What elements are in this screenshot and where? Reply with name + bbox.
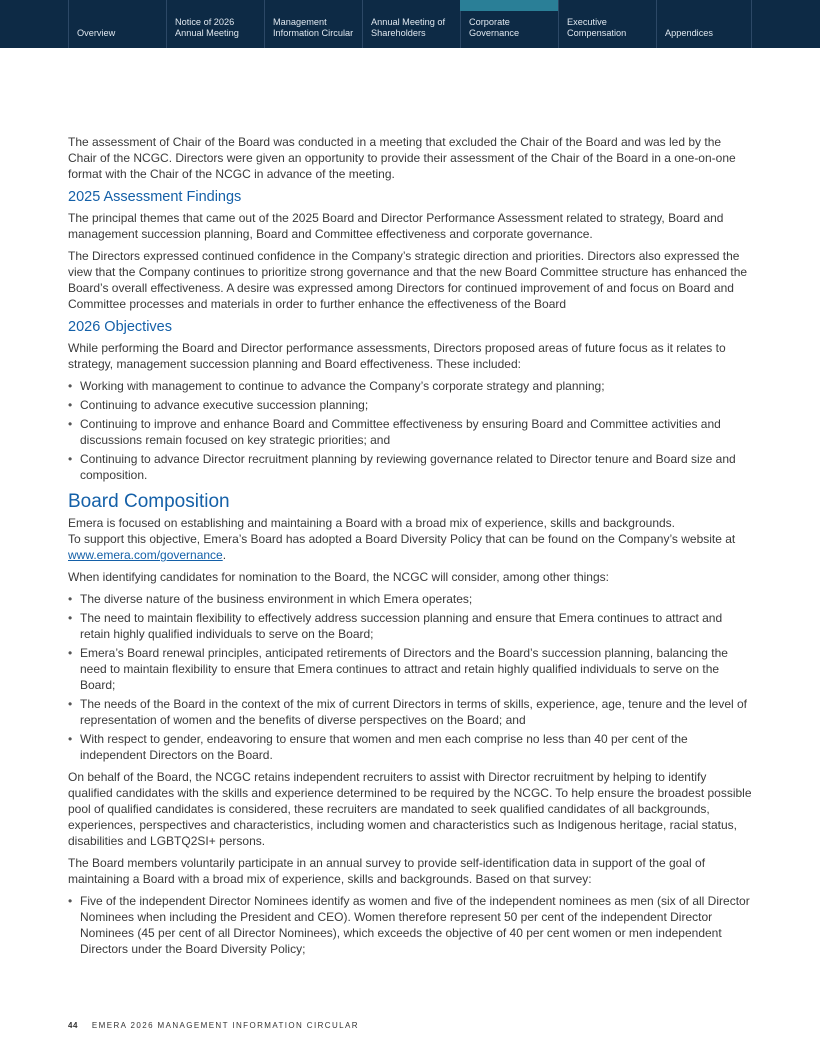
tab-executive-compensation[interactable]: Executive Compensation bbox=[558, 0, 656, 48]
governance-link[interactable]: www.emera.com/governance bbox=[68, 548, 223, 562]
list-item: • Continuing to improve and enhance Board and Committee effectiveness by ensuring Board and Committee activities and discussions remain focused on key strategic priorities; and bbox=[68, 416, 752, 448]
tab-annual-meeting-of-shareholders[interactable]: Annual Meeting of Shareholders bbox=[362, 0, 460, 48]
tab-notice-of-annual-meeting[interactable]: Notice of 2026 Annual Meeting bbox=[166, 0, 264, 48]
composition-text-b: To support this objective, Emera’s Board has adopted a Board Diversity Policy that can be found on the Company’s website at bbox=[68, 532, 736, 546]
list-item: • The need to maintain flexibility to effectively address succession planning and ensure that Emera continues to attract and retain highly qualified individuals to serve on the Board; bbox=[68, 610, 752, 642]
tab-overview[interactable]: Overview bbox=[68, 0, 166, 48]
composition-text-end: . bbox=[222, 548, 227, 562]
survey-list bbox=[68, 893, 752, 957]
composition-paragraph-3: On behalf of the Board, the NCGC retains independent recruiters to assist with Director recruitment by helping to identify qualified candidates with the skills and experience determined to be required by the NCGC. To help ensure the broadest possible pool of qualified candidates is considered, these recruiters are mandated to seek qualified candidates of all backgrounds, experiences, perspectives and characteristics, including women and characteristics such as Indigenous heritage, racial status, disabilities and LGBTQ2SI+ persons. bbox=[68, 770, 752, 848]
tab-appendices[interactable]: Appendices bbox=[656, 0, 752, 48]
list-item: • Continuing to advance Director recruitment planning by reviewing governance related to Director tenure and Board size and composition. bbox=[68, 451, 752, 483]
findings-paragraph-1: The principal themes that came out of the 2025 Board and Director Performance Assessment related to strategy, Board and management succession planning, Board and Committee effectiveness and corporate governance. bbox=[68, 211, 724, 241]
list-item: • The diverse nature of the business environment in which Emera operates; bbox=[68, 591, 752, 607]
list-item: • Five of the independent Director Nominees identify as women and five of the independent nominees as men (six of all Director Nominees when including the President and CEO). Women therefore represent 50 per cent of the independent Director Nominees (45 per cent of all Director Nominees), which exceeds the objective of 40 per cent women or men independent Directors under the Board Diversity Policy; bbox=[68, 893, 752, 957]
list-item: • With respect to gender, endeavoring to ensure that women and men each comprise no less than 40 per cent of the independent Directors on the Board. bbox=[68, 731, 752, 763]
footer-title: EMERA 2026 MANAGEMENT INFORMATION CIRCULAR bbox=[91, 1021, 359, 1030]
composition-heading: Board Composition bbox=[68, 491, 230, 512]
tab-corporate-governance[interactable]: Corporate Governance bbox=[460, 0, 558, 48]
composition-paragraph-4: The Board members voluntarily participate in an annual survey to provide self-identification data in support of the goal of maintaining a Board with a broad mix of experience, skills and backgrounds. Based on that survey: bbox=[68, 856, 706, 886]
composition-paragraph-1 bbox=[68, 515, 752, 563]
page-content bbox=[68, 134, 752, 963]
top-navigation bbox=[0, 0, 820, 48]
list-item: • Continuing to advance executive succession planning; bbox=[68, 397, 752, 413]
composition-list bbox=[68, 591, 752, 763]
page-number: 44 bbox=[68, 1021, 78, 1030]
findings-paragraph-2: The Directors expressed continued confidence in the Company’s strategic direction and priorities. Directors also expressed the view that the Company continues to prioritize strong governance and that the new Board Committee structure has enhanced the Board’s overall effectiveness. A desire was expressed among Directors for continued improvement of and focus on Board and Committee processes and materials in order to further enhance the effectiveness of the Board bbox=[68, 249, 748, 311]
list-item: • Emera’s Board renewal principles, anticipated retirements of Directors and the Board’s succession planning, balancing the need to maintain flexibility to ensure that Emera continues to attract and retain highly qualified individuals to serve on the Board; bbox=[68, 645, 752, 693]
objectives-list bbox=[68, 378, 752, 483]
objectives-paragraph: While performing the Board and Director performance assessments, Directors proposed areas of future focus as it relates to strategy, management succession planning and Board effectiveness. These included: bbox=[68, 341, 726, 371]
composition-text-a: Emera is focused on establishing and maintaining a Board with a broad mix of experience, skills and backgrounds. bbox=[68, 516, 676, 530]
page-footer bbox=[68, 1021, 359, 1030]
list-item: • The needs of the Board in the context of the mix of current Directors in terms of skills, experience, age, tenure and the level of representation of women and the benefits of diverse perspectives on the Board; and bbox=[68, 696, 752, 728]
findings-heading: 2025 Assessment Findings bbox=[68, 189, 242, 205]
list-item: • Working with management to continue to advance the Company’s corporate strategy and planning; bbox=[68, 378, 752, 394]
tab-management-information-circular[interactable]: Management Information Circular bbox=[264, 0, 362, 48]
objectives-heading: 2026 Objectives bbox=[68, 319, 172, 335]
composition-paragraph-2: When identifying candidates for nomination to the Board, the NCGC will consider, among other things: bbox=[68, 570, 609, 584]
intro-paragraph: The assessment of Chair of the Board was conducted in a meeting that excluded the Chair of the Board and was led by the Chair of the NCGC. Directors were given an opportunity to provide their assessment of the Chair of the Board in a one-on-one format with the Chair of the NCGC in advance of the meeting. bbox=[68, 135, 736, 181]
